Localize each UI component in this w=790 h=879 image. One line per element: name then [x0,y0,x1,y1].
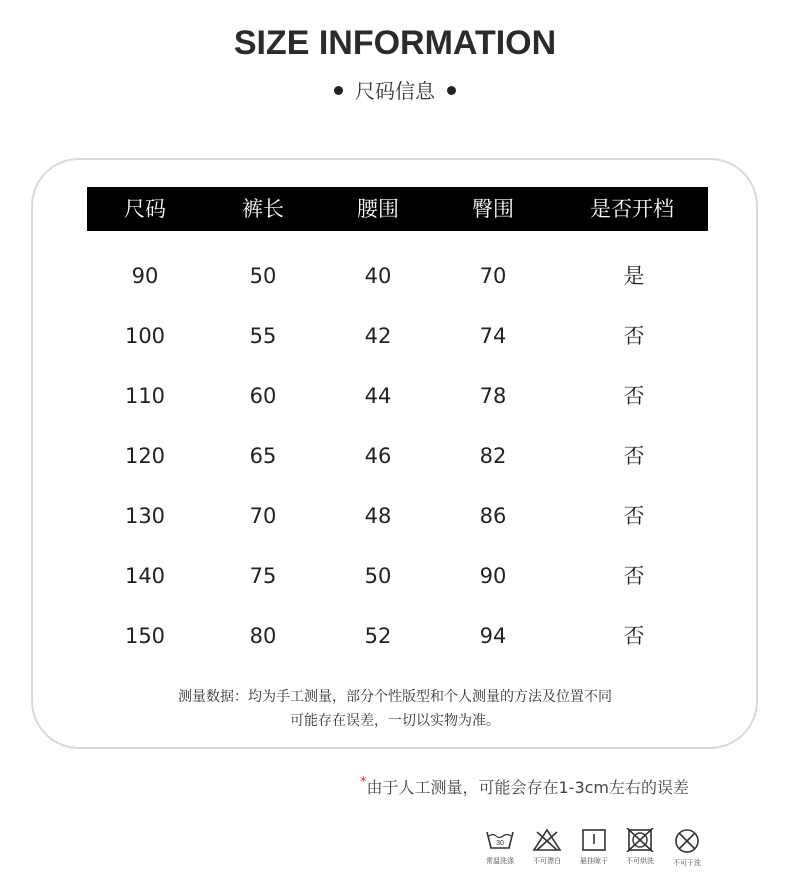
cell-waist: 42 [364,324,392,348]
care-item-wash [485,828,515,866]
care-item-dry-clean [672,828,702,868]
cell-hip: 70 [479,264,507,288]
cell-open-crotch: 否 [623,504,645,528]
cell-size: 110 [124,384,166,408]
subtitle-text: 尺码信息 [355,79,435,103]
cell-hip: 94 [479,624,507,648]
bullet-dot-left [334,86,343,95]
header-open-crotch: 是否开档 [590,197,674,221]
no-tumble-dry-icon [625,828,655,852]
cell-pants-length: 70 [249,504,277,528]
cell-pants-length: 50 [249,264,277,288]
cell-hip: 90 [479,564,507,588]
svg-text:30: 30 [496,840,504,847]
bullet-dot-right [447,86,456,95]
cell-hip: 74 [479,324,507,348]
no-bleach-icon [532,828,562,852]
cell-pants-length: 60 [249,384,277,408]
cell-hip: 86 [479,504,507,528]
cell-open-crotch: 否 [623,444,645,468]
cell-size: 150 [124,624,166,648]
cell-waist: 52 [364,624,392,648]
cell-size: 130 [124,504,166,528]
hang-dry-icon [579,828,609,852]
cell-open-crotch: 否 [623,324,645,348]
cell-waist: 40 [364,264,392,288]
measurement-disclaimer [360,775,689,798]
header-size: 尺码 [124,197,166,221]
table-header [87,187,708,231]
cell-waist: 50 [364,564,392,588]
page-subtitle [0,75,790,104]
cell-size: 140 [124,564,166,588]
cell-pants-length: 80 [249,624,277,648]
cell-pants-length: 65 [249,444,277,468]
disclaimer-text: 由于人工测量，可能会存在1-3cm左右的误差 [366,778,690,797]
care-item-bleach [532,828,562,866]
care-item-hang-dry [579,828,609,866]
care-label-dry-clean: 不可干洗 [673,859,701,867]
cell-waist: 46 [364,444,392,468]
page-title: SIZE INFORMATION [233,24,557,62]
cell-hip: 82 [479,444,507,468]
cell-size: 120 [124,444,166,468]
cell-hip: 78 [479,384,507,408]
asterisk-mark: * [360,775,367,790]
cell-size: 90 [131,264,159,288]
care-label-hang-dry: 悬挂晾干 [580,857,608,865]
cell-pants-length: 75 [249,564,277,588]
care-label-tumble-dry: 不可烘洗 [626,857,654,865]
header-pants-length: 裤长 [242,197,284,221]
cell-open-crotch: 否 [623,564,645,588]
no-dry-clean-icon [672,828,702,854]
wash-30-icon [485,828,515,852]
measurement-note-line1: 测量数据：均为手工测量，部分个性版型和个人测量的方法及位置不同 [178,689,612,705]
header-waist: 腰围 [357,197,399,221]
cell-pants-length: 55 [249,324,277,348]
measurement-note-line2: 可能存在误差，一切以实物为准。 [290,713,500,729]
cell-waist: 48 [364,504,392,528]
cell-open-crotch: 否 [623,624,645,648]
care-item-tumble-dry [625,828,655,866]
cell-size: 100 [124,324,166,348]
care-label-wash: 常温洗涤 [486,857,514,865]
cell-open-crotch: 否 [623,384,645,408]
cell-waist: 44 [364,384,392,408]
cell-open-crotch: 是 [623,264,645,288]
header-hip: 臀围 [472,197,514,221]
care-label-bleach: 不可漂白 [533,857,561,865]
